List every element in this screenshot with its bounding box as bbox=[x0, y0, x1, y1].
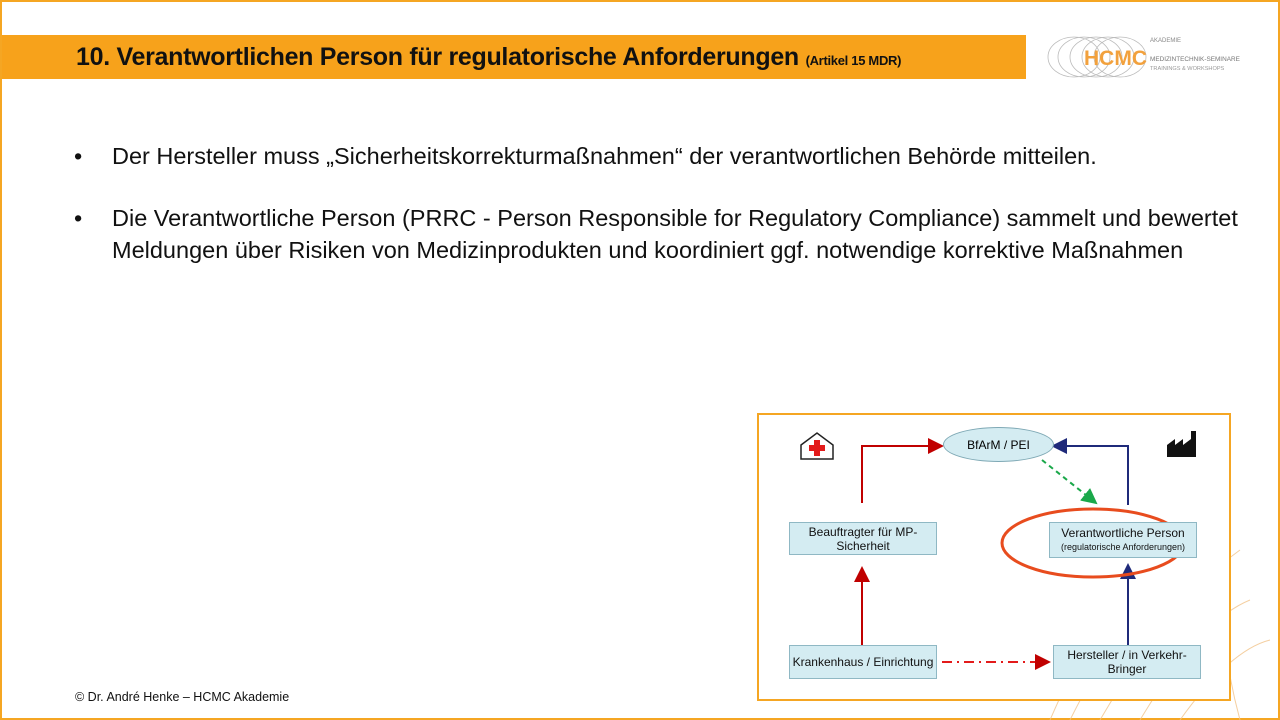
logo-brand: HCMC bbox=[1084, 47, 1147, 70]
arrow-officer-to-authority bbox=[862, 446, 942, 503]
authority-node: BfArM / PEI bbox=[943, 427, 1054, 462]
reporting-flow-diagram bbox=[757, 413, 1231, 701]
logo-line3: TRAININGS & WORKSHOPS bbox=[1150, 66, 1225, 72]
bullet-list bbox=[74, 140, 1254, 296]
arrow-authority-to-person bbox=[1042, 460, 1096, 503]
responsible-person-label: Verantwortliche Person bbox=[1061, 526, 1185, 540]
responsible-person-sub: (regulatorische Anforderungen) bbox=[1060, 542, 1186, 552]
logo-line1: AKADEMIE bbox=[1150, 38, 1182, 44]
bullet-text: Die Verantwortliche Person (PRRC - Person Responsible for Regulatory Compliance) sammelt und bewertet Meldungen über Risiken von Medizinprodukten und koordiniert ggf. notwendige korrektive Maßnahmen bbox=[112, 205, 1238, 263]
page-title bbox=[76, 43, 901, 72]
bullet-text: Der Hersteller muss „Sicherheitskorrekturmaßnahmen“ der verantwortlichen Behörde mitteilen. bbox=[112, 143, 1097, 169]
hospital-node: Krankenhaus / Einrichtung bbox=[789, 645, 937, 679]
safety-officer-node: Beauftragter für MP-Sicherheit bbox=[789, 522, 937, 555]
title-suffix: (Artikel 15 MDR) bbox=[805, 53, 902, 68]
arrow-person-to-authority bbox=[1053, 446, 1128, 505]
bullet-marker: • bbox=[74, 143, 83, 169]
bullet-marker: • bbox=[74, 205, 83, 231]
bullet-item bbox=[74, 140, 1254, 172]
hospital-cross-icon bbox=[801, 433, 833, 459]
footer-copyright: © Dr. André Henke – HCMC Akademie bbox=[75, 690, 290, 704]
factory-icon bbox=[1167, 431, 1196, 457]
title-text: 10. Verantwortlichen Person für regulatorische Anforderungen bbox=[76, 43, 799, 71]
responsible-person-node bbox=[1049, 522, 1197, 558]
manufacturer-node: Hersteller / in Verkehr-Bringer bbox=[1053, 645, 1201, 679]
hcmc-logo bbox=[1044, 34, 1244, 80]
logo-line2: MEDIZINTECHNIK-SEMINARE bbox=[1150, 56, 1240, 63]
bullet-item bbox=[74, 202, 1254, 266]
